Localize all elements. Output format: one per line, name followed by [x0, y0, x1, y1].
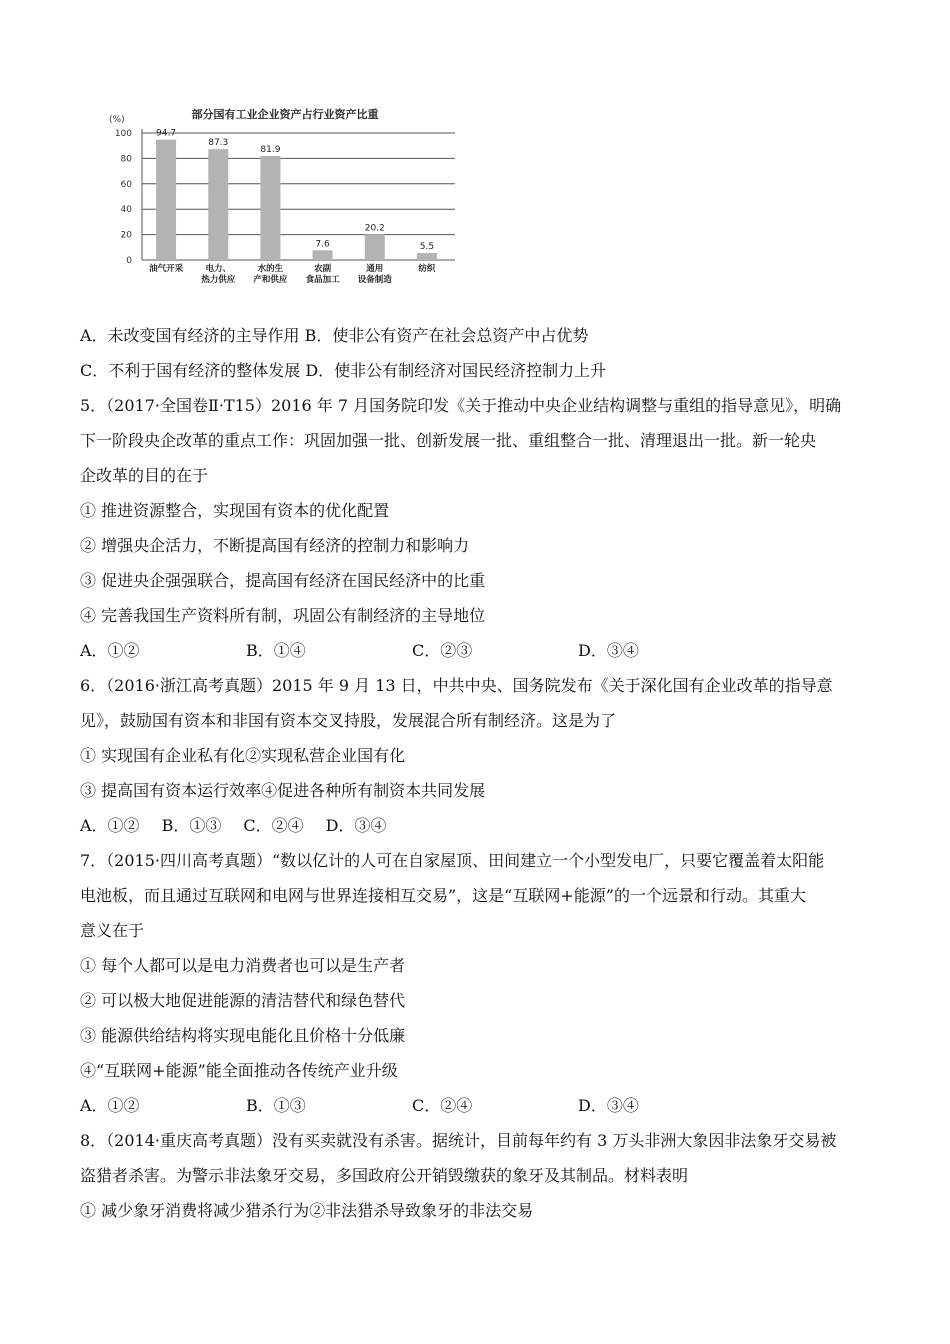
q8-stem-line: 8．（2014·重庆高考真题）没有买卖就没有杀害。据统计，目前每年约有 3 万头非洲大象因非法象牙交易被	[80, 1131, 837, 1150]
y-tick-label: 100	[114, 129, 132, 139]
y-axis-label: (%)	[109, 115, 125, 125]
q6-item: ③ 提高国有资本运行效率④促进各种所有制资本共同发展	[80, 781, 486, 800]
chart-title: 部分国有工业企业资产占行业资产比重	[191, 108, 379, 121]
q8-stem-line: 盗猎者杀害。为警示非法象牙交易，多国政府公开销毁缴获的象牙及其制品。材料表明	[80, 1166, 689, 1185]
x-tick-label: 农副	[314, 264, 332, 274]
asset-share-chart	[105, 100, 465, 290]
q7-options	[80, 1088, 880, 1123]
x-tick-label: 热力供应	[201, 275, 236, 285]
bar	[417, 253, 437, 260]
q7-option-d: D．③④	[578, 1096, 639, 1115]
q4-option-row-2: C．不利于国有经济的整体发展 D．使非公有制经济对国民经济控制力上升	[80, 361, 607, 380]
q7-option-c: C．②④	[412, 1096, 473, 1115]
q7-stem-line: 电池板，而且通过互联网和电网与世界连接相互交易”，这是“互联网+能源”的一个远景和行动。其重大	[80, 886, 806, 905]
y-tick-label: 60	[120, 179, 132, 190]
y-tick-label: 40	[120, 205, 132, 216]
q6-options	[80, 808, 880, 843]
bar	[208, 149, 228, 260]
q5-stem-line: 下一阶段央企改革的重点工作：巩固加强一批、创新发展一批、重组整合一批、清理退出一批。新一轮央	[80, 431, 817, 450]
q4-option-row-1: A．未改变国有经济的主导作用 B．使非公有资产在社会总资产中占优势	[80, 326, 589, 345]
q5-stem-line: 5．（2017·全国卷Ⅱ·T15）2016 年 7 月国务院印发《关于推动中央企业结构调整与重组的指导意见》，明确	[80, 396, 842, 415]
q6-option-d: D．③④	[325, 816, 387, 835]
y-tick-label: 80	[120, 154, 132, 165]
q6-option-c: C．②④	[243, 816, 304, 835]
q7-item: ① 每个人都可以是电力消费者也可以是生产者	[80, 956, 406, 975]
bar-value-label: 94.7	[156, 128, 177, 139]
q6-stem-line: 6．（2016·浙江高考真题）2015 年 9 月 13 日，中共中央、国务院发布《关于深化国有企业改革的指导意	[80, 676, 833, 695]
question-8	[80, 1123, 880, 1228]
q7-stem-line: 意义在于	[80, 921, 145, 940]
q6-option-a: A．①②	[80, 816, 140, 835]
q7-option-a: A．①②	[80, 1096, 140, 1115]
bar-value-label: 5.5	[419, 242, 435, 253]
chart-canvas	[105, 100, 465, 290]
q5-item: ④ 完善我国生产资料所有制，巩固公有制经济的主导地位	[80, 606, 486, 625]
q5-option-c: C．②③	[412, 641, 473, 660]
x-tick-label: 设备制造	[357, 275, 392, 285]
bar-value-label: 81.9	[260, 144, 281, 155]
bar	[313, 250, 333, 260]
q5-option-b: B．①④	[246, 641, 306, 660]
bar	[260, 156, 280, 260]
bar	[156, 140, 176, 260]
x-tick-label: 电力、	[205, 264, 232, 274]
q8-item: ① 减少象牙消费将减少猎杀行为②非法猎杀导致象牙的非法交易	[80, 1201, 534, 1220]
q5-item: ② 增强央企活力，不断提高国有经济的控制力和影响力	[80, 536, 470, 555]
q5-stem-line: 企改革的目的在于	[80, 466, 209, 485]
y-tick-label: 20	[120, 230, 132, 241]
q6-item: ① 实现国有企业私有化②实现私营企业国有化	[80, 746, 406, 765]
x-tick-label: 油气开采	[149, 264, 184, 274]
x-tick-label: 纺织	[418, 264, 436, 274]
q7-item: ④“互联网+能源”能全面推动各传统产业升级	[80, 1061, 398, 1080]
question-7	[80, 843, 880, 1123]
q5-option-a: A．①②	[80, 641, 140, 660]
question-6	[80, 668, 880, 843]
x-tick-label: 通用	[366, 264, 384, 274]
q7-stem-line: 7．（2015·四川高考真题）“数以亿计的人可在自家屋顶、田间建立一个小型发电厂，只要它覆盖着太阳能	[80, 851, 825, 870]
q6-option-b: B．①③	[161, 816, 222, 835]
bar-value-label: 7.6	[315, 239, 330, 250]
y-tick-label: 0	[126, 256, 132, 266]
q7-item: ③ 能源供给结构将实现电能化且价格十分低廉	[80, 1026, 406, 1045]
question-5	[80, 388, 880, 668]
bar-value-label: 20.2	[364, 223, 385, 234]
q7-item: ② 可以极大地促进能源的清洁替代和绿色替代	[80, 991, 406, 1010]
x-tick-label: 水的生	[257, 264, 284, 274]
bar-value-label: 87.3	[208, 138, 229, 149]
q6-stem-line: 见》，鼓励国有资本和非国有资本交叉持股，发展混合所有制经济。这是为了	[80, 711, 617, 730]
x-tick-label: 产和供应	[253, 275, 288, 285]
q5-option-d: D．③④	[578, 641, 639, 660]
q5-item: ③ 促进央企强强联合，提高国有经济在国民经济中的比重	[80, 571, 486, 590]
question-content	[80, 318, 880, 1228]
q5-options	[80, 633, 880, 668]
q5-item: ① 推进资源整合，实现国有资本的优化配置	[80, 501, 390, 520]
q7-option-b: B．①③	[246, 1096, 306, 1115]
x-tick-label: 食品加工	[305, 275, 340, 285]
bar	[365, 234, 385, 260]
